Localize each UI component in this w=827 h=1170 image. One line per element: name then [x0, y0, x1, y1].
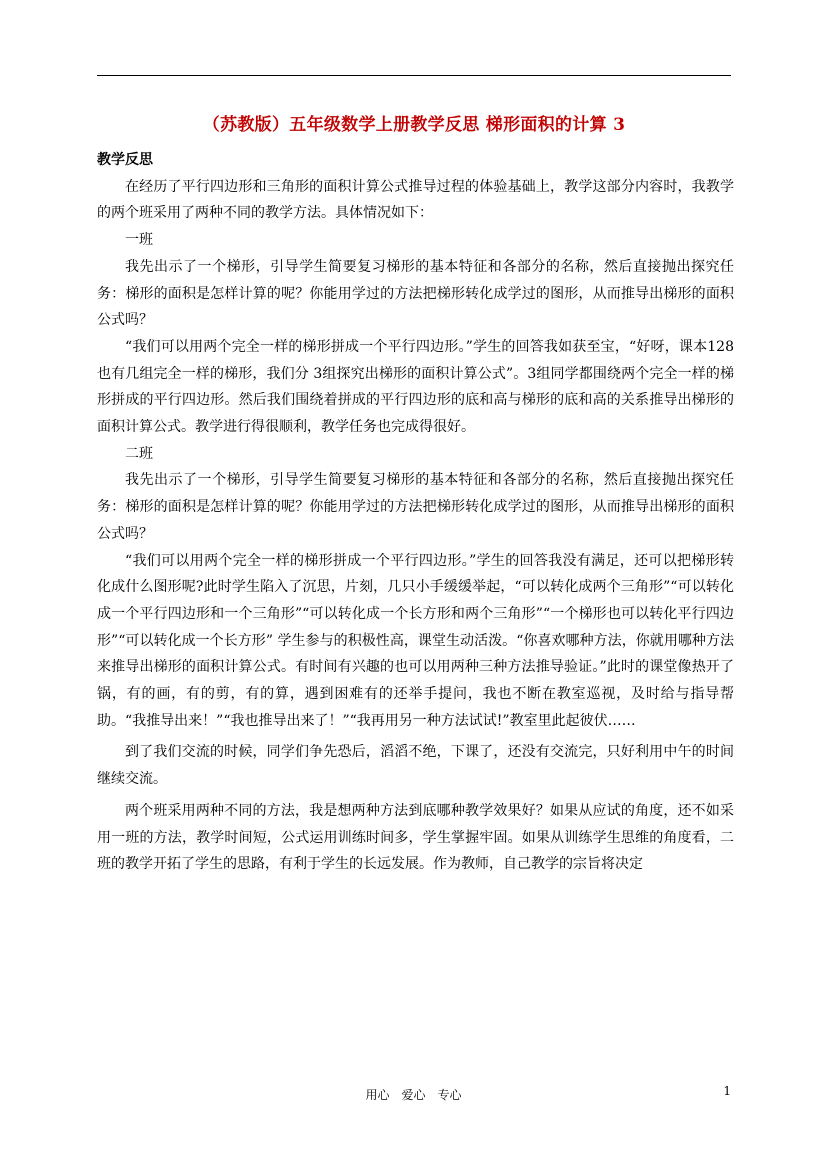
class-two-label: 二班 [125, 445, 153, 462]
class-two-paragraph-2: “我们可以用两个完全一样的梯形拼成一个平行四边形。”学生的回答我没有满足，还可以把梯形转化成什么图形呢?此时学生陷入了沉思，片刻，几只小手缓缓举起，“可以转化成两个三角形”“可以转化成一个平行四边形和一个三角形”“可以转化成一个长方形和两个三角形”“一个梯形也可以转化平行四边形”“可以转化成一个长方形” 学生参与的积极性高，课堂生动活泼。“你喜欢哪种方法，你就用哪种方法来推导出梯形的面积计算公式。有时间有兴趣的也可以用两种三种方法推导验证。”此时的课堂像热开了锅，有的画，有的剪，有的算，遇到困难有的还举手提问，我也不断在教室巡视，及时给与指导帮助。“我推导出来！”“我也推导出来了！”“我再用另一种方法试试!”教室里此起彼伏…… [97, 552, 734, 729]
class-one-label: 一班 [125, 232, 153, 249]
reflection-paragraph: 两个班采用两种不同的方法，我是想两种方法到底哪种教学效果好？如果从应试的角度，还不如采用一班的方法，教学时间短，公式运用训练时间多，学生掌握牢固。如果从训练学生思维的角度看，二班的教学开拓了学生的思路，有利于学生的长远发展。作为教师，自己教学的宗旨将决定 [97, 802, 734, 873]
document-body [97, 147, 734, 878]
footer-slogan: 用心 爱心 专心 [365, 1088, 462, 1102]
document-title: （苏教版）五年级数学上册教学反思 梯形面积的计算 3 [202, 115, 626, 135]
section-heading: 教学反思 [97, 152, 153, 168]
class-one-paragraph-1: 我先出示了一个梯形，引导学生简要复习梯形的基本特征和各部分的名称，然后直接抛出探究任务：梯形的面积是怎样计算的呢？你能用学过的方法把梯形转化成学过的图形，从而推导出梯形的面积公式吗？ [97, 258, 734, 329]
intro-paragraph: 在经历了平行四边形和三角形的面积计算公式推导过程的体验基础上，教学这部分内容时，我教学的两个班采用了两种不同的教学方法。具体情况如下： [97, 178, 734, 222]
page-number: 1 [723, 1084, 731, 1098]
class-two-paragraph-1: 我先出示了一个梯形，引导学生简要复习梯形的基本特征和各部分的名称，然后直接抛出探究任务：梯形的面积是怎样计算的呢？你能用学过的方法把梯形转化成学过的图形，从而推导出梯形的面积公式吗？ [97, 472, 734, 542]
class-one-paragraph-2: “我们可以用两个完全一样的梯形拼成一个平行四边形。”学生的回答我如获至宝，“好呀，课本128也有几组完全一样的梯形，我们分 3组探究出梯形的面积计算公式”。3组同学都围绕两个完全一样的梯形拼成的平行四边形。然后我们围绕着拼成的平行四边形的底和高与梯形的底和高的关系推导出梯形的面积计算公式。教学进行得很顺利，教学任务也完成得很好。 [97, 338, 734, 436]
header-rule [97, 75, 731, 76]
exchange-paragraph: 到了我们交流的时候，同学们争先恐后，滔滔不绝，下课了，还没有交流完，只好利用中午的时间继续交流。 [97, 744, 734, 788]
